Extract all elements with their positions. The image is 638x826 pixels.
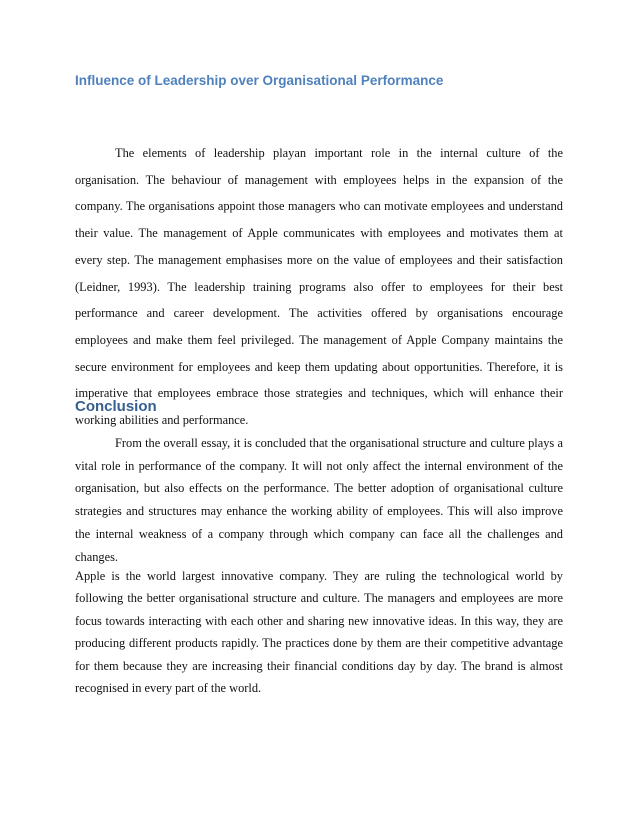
- paragraph-conclusion-1: From the overall essay, it is concluded that the organisational structure and culture plays a vital role in performance of the company. It will not only affect the internal environment of the organisation, but also effects on the performance. The better adoption of organisational culture strategies and structures may enhance the working ability of employees. This will also improve the internal weakness of a company through which company can face all the challenges and changes.: [75, 436, 563, 564]
- paragraph-influence: The elements of leadership playan important role in the internal culture of the organisation. The behaviour of management with employees helps in the expansion of the company. The organisations appoint those managers who can motivate employees and understand their value. The management of Apple communicates with employees and motivates them at every step. The management emphasises more on the value of employees and their satisfaction (Leidner, 1993). The leadership training programs also offer to employees for their best performance and career development. The activities offered by organisations encourage employees and make them feel privileged. The management of Apple Company maintains the secure environment for employees and keep them updating about opportunities. Therefore, it is imperative that employees embrace those strategies and techniques, which will enhance their working abilities and performance.: [75, 146, 563, 428]
- section-heading-influence: Influence of Leadership over Organisational Performance: [75, 73, 444, 88]
- section-heading-conclusion: Conclusion: [75, 398, 157, 415]
- paragraph-conclusion-2: Apple is the world largest innovative company. They are ruling the technological world by following the better organisational structure and culture. The managers and employees are more focus towards interacting with each other and sharing new innovative ideas. In this way, they are producing different products rapidly. The practices done by them are their competitive advantage for them because they are increasing their financial conditions day by day. The brand is almost recognised in every part of the world.: [75, 569, 563, 696]
